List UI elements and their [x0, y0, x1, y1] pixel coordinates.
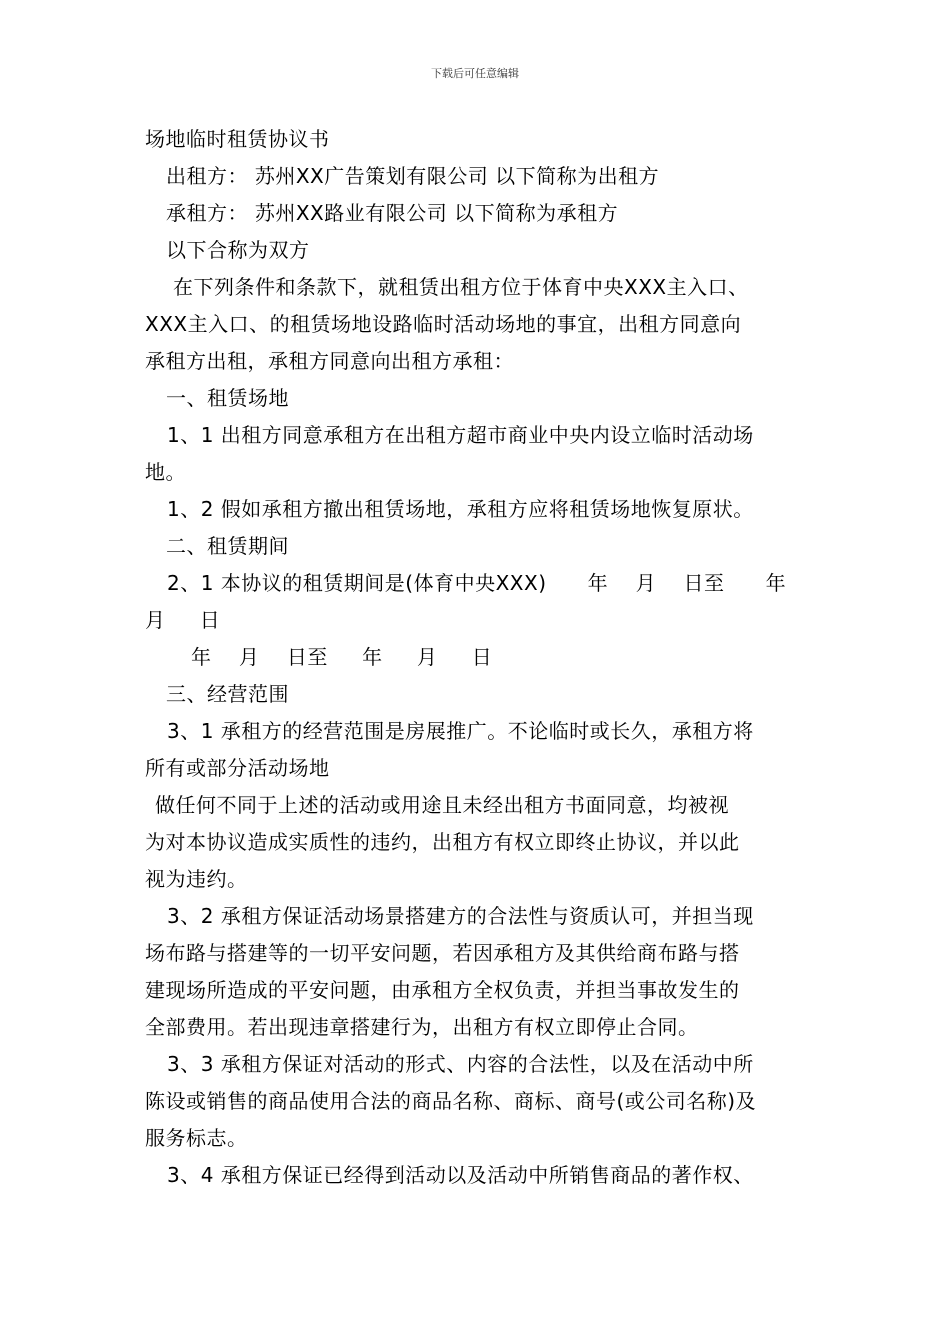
clause-3-2: 3、2 承租方保证活动场景搭建方的合法性与资质认可，并担当现 — [167, 904, 754, 928]
intro-line: XXX主入口、的租赁场地设路临时活动场地的事宜，出租方同意向 — [145, 312, 742, 336]
agreement-body — [145, 121, 825, 1194]
clause-3-1-cont: 视为违约。 — [145, 867, 248, 891]
intro-line: 承租方出租，承租方同意向出租方承租： — [145, 349, 514, 373]
document-title: 场地临时租赁协议书 — [145, 127, 330, 151]
clause-3-3-cont: 陈设或销售的商品使用合法的商品名称、商标、商号(或公司名称)及 — [145, 1089, 757, 1113]
section-heading-term: 二、租赁期间 — [166, 534, 289, 558]
clause-3-3: 3、3 承租方保证对活动的形式、内容的合法性，以及在活动中所 — [167, 1052, 754, 1076]
lessor-line: 出租方： 苏州XX广告策划有限公司 以下简称为出租方 — [166, 164, 660, 188]
clause-1-1: 1、1 出租方同意承租方在出租方超市商业中央内设立临时活动场 — [167, 423, 754, 447]
clause-1-1-cont: 地。 — [145, 460, 186, 484]
section-heading-venue: 一、租赁场地 — [166, 386, 289, 410]
lessee-line: 承租方： 苏州XX路业有限公司 以下简称为承租方 — [166, 201, 619, 225]
clause-3-2-cont: 全部费用。若出现违章搭建行为，出租方有权立即停止合同。 — [145, 1015, 699, 1039]
parties-line: 以下合称为双方 — [166, 238, 310, 262]
section-heading-scope: 三、经营范围 — [166, 682, 289, 706]
clause-2-1-cont: 月 日 — [145, 608, 221, 632]
clause-3-1-cont: 做任何不同于上述的活动或用途且未经出租方书面同意，均被视 — [155, 793, 729, 817]
clause-2-dates: 年 月 日至 年 月 日 — [191, 645, 493, 669]
clause-2-1: 2、1 本协议的租赁期间是(体育中央XXX) 年 月 日至 年 — [167, 571, 787, 595]
clause-3-1-cont: 所有或部分活动场地 — [145, 756, 330, 780]
intro-line: 在下列条件和条款下，就租赁出租方位于体育中央XXX主入口、 — [173, 275, 749, 299]
clause-3-3-cont: 服务标志。 — [145, 1126, 248, 1150]
clause-3-4: 3、4 承租方保证已经得到活动以及活动中所销售商品的著作权、 — [167, 1163, 754, 1187]
clause-3-2-cont: 场布路与搭建等的一切平安问题，若因承租方及其供给商布路与搭 — [145, 941, 740, 965]
clause-3-1: 3、1 承租方的经营范围是房展推广。不论临时或长久，承租方将 — [167, 719, 754, 743]
clause-1-2: 1、2 假如承租方撤出租赁场地，承租方应将租赁场地恢复原状。 — [167, 497, 754, 521]
page-header-note: 下载后可任意编辑 — [431, 67, 519, 80]
clause-3-2-cont: 建现场所造成的平安问题，由承租方全权负责，并担当事故发生的 — [145, 978, 740, 1002]
clause-3-1-cont: 为对本协议造成实质性的违约，出租方有权立即终止协议，并以此 — [145, 830, 740, 854]
